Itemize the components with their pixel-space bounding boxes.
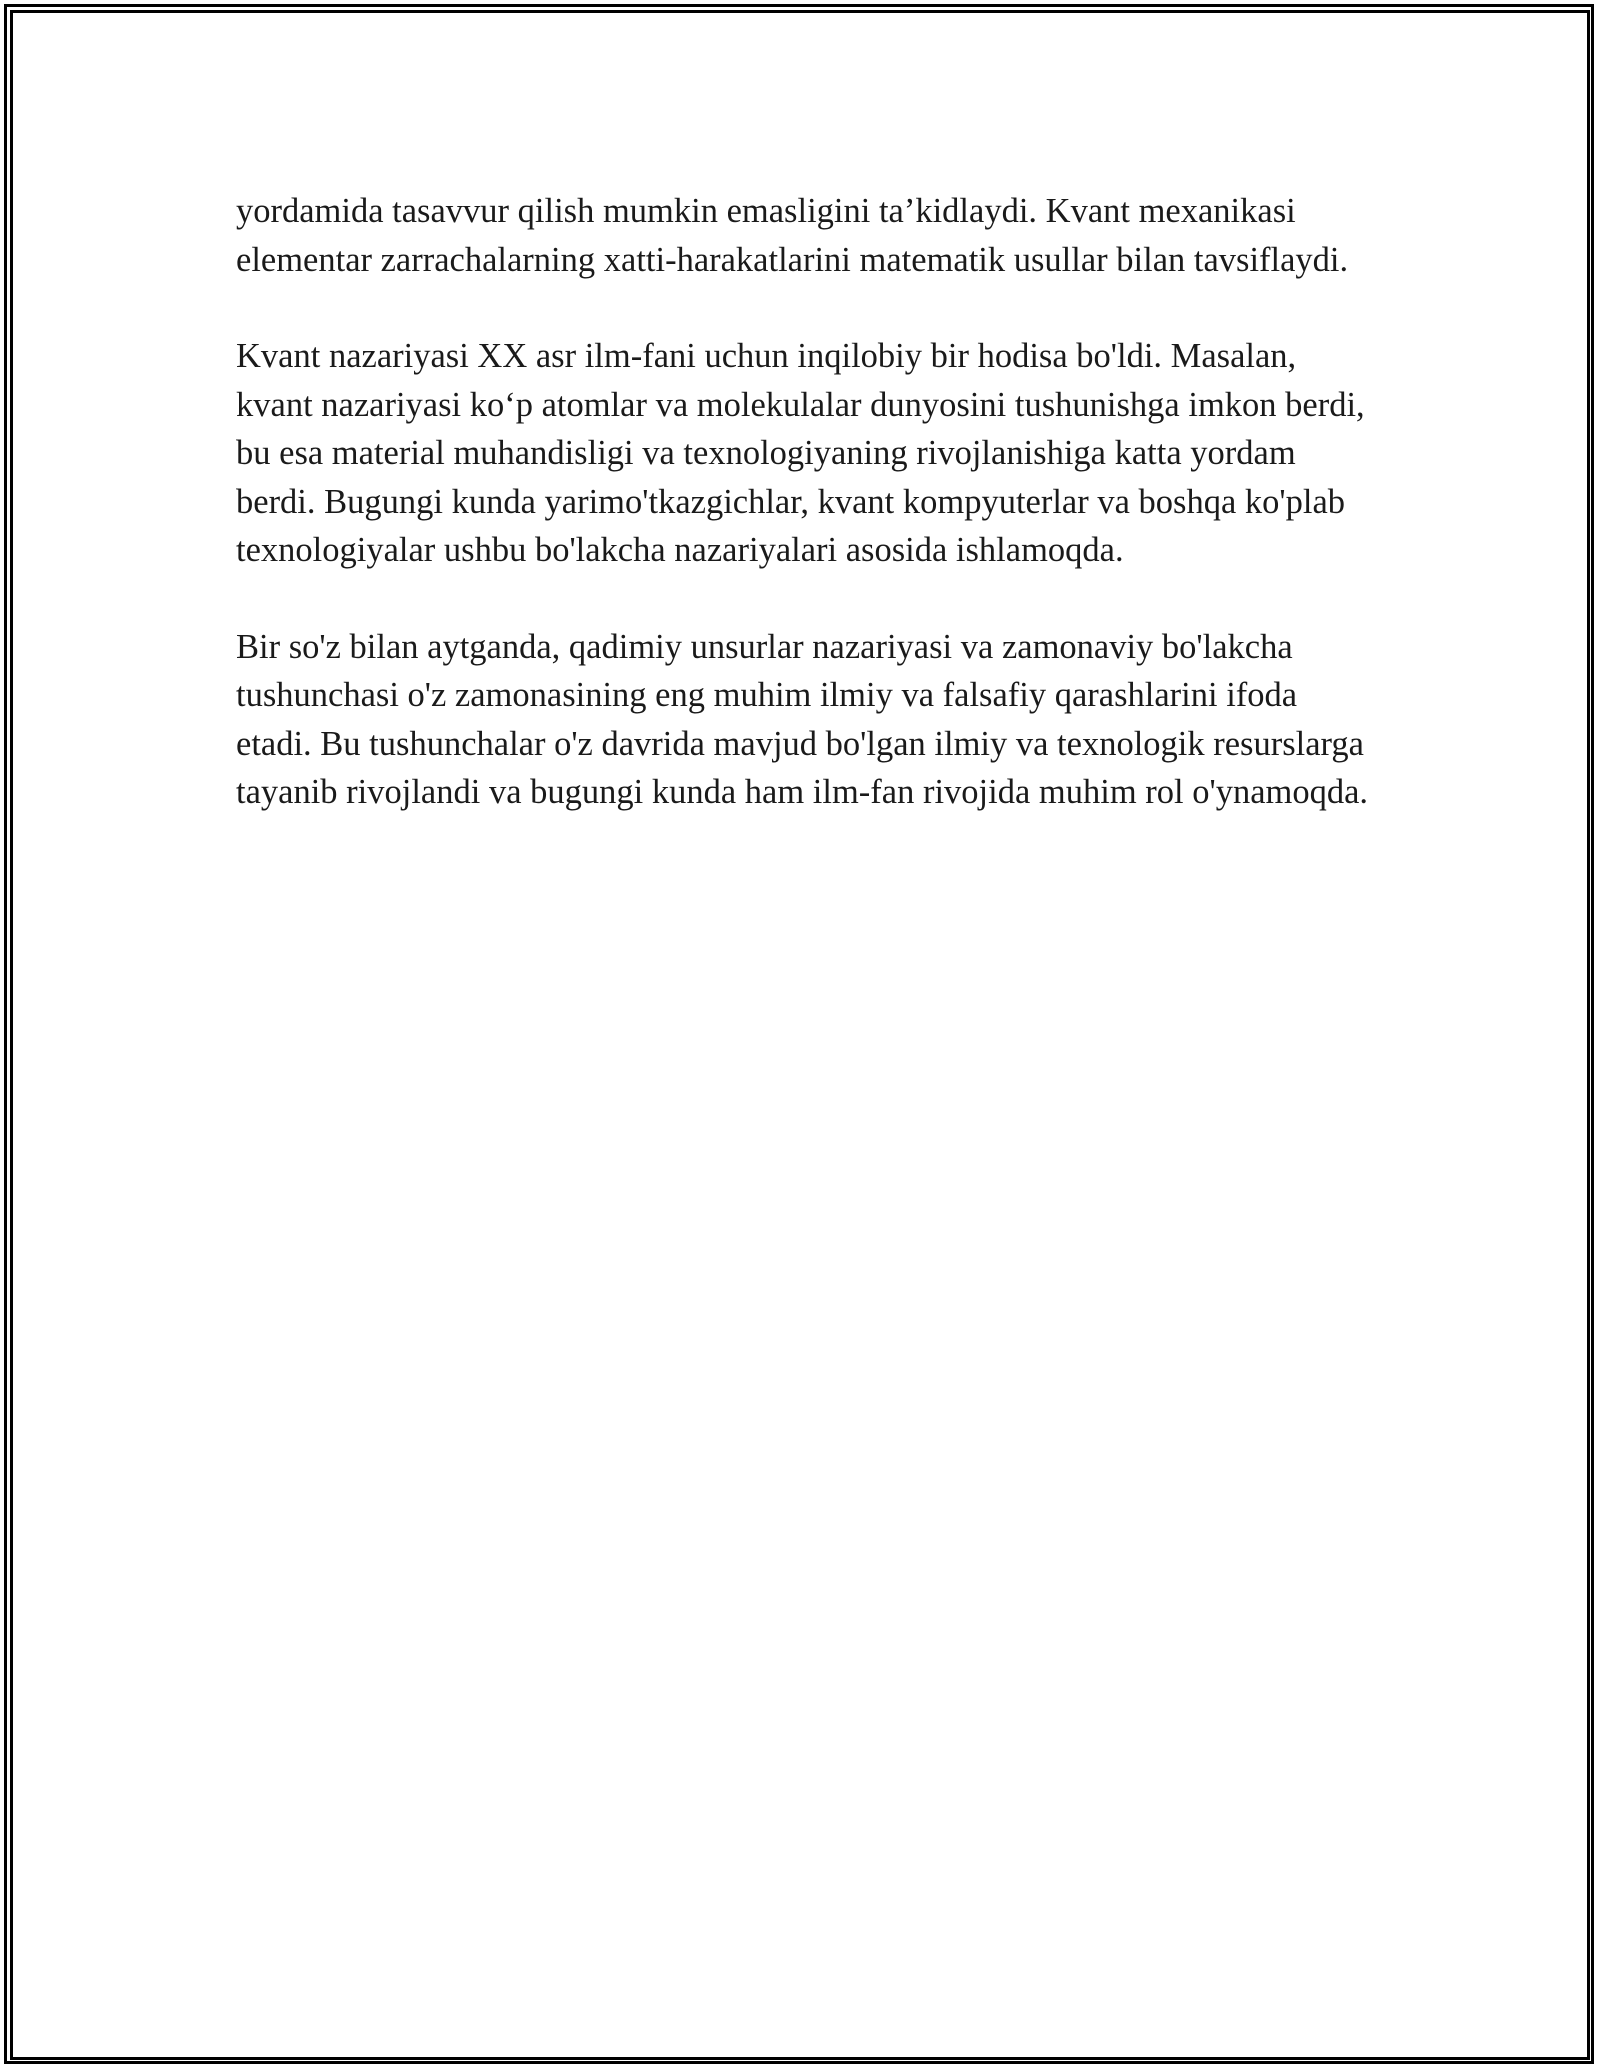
paragraph-3: Bir so'z bilan aytganda, qadimiy unsurlar nazariyasi va zamonaviy bo'lakcha tushunchasi o'z zamonasining eng muhim ilmiy va falsafiy qarashlarini ifoda etadi. Bu tushunchalar o'z davrida mavjud bo'lgan ilmiy va texnologik resurslarga tayanib rivojlandi va bugungi kunda ham ilm-fan rivojida muhim rol o'ynamoqda. <box>236 627 1369 811</box>
paragraph-1: yordamida tasavvur qilish mumkin emasligini ta’kidlaydi. Kvant mexanikasi elementar zarrachalarning xatti-harakatlarini matematik usullar bilan tavsiflaydi. <box>236 192 1349 279</box>
document-body <box>236 187 1376 865</box>
paragraph-2: Kvant nazariyasi XX asr ilm-fani uchun inqilobiy bir hodisa bo'ldi. Masalan, kvant nazariyasi ko‘p atomlar va molekulalar dunyosini tushunishga imkon berdi, bu esa material muhandisligi va texnologiyaning rivojlanishiga katta yordam berdi. Bugungi kunda yarimo'tkazgichlar, kvant kompyuterlar va boshqa ko'plab texnologiyalar ushbu bo'lakcha nazariyalari asosida ishlamoqda. <box>236 337 1365 569</box>
